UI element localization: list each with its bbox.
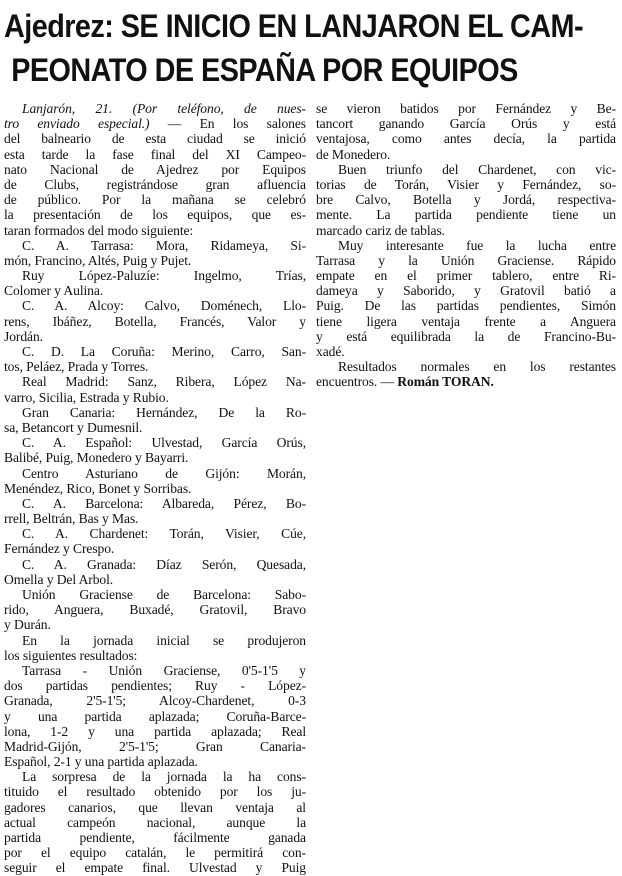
left-column-line [4,298,306,313]
body-text: món, Francino, Altés, Puig y Pujet. [4,252,192,268]
body-text: rido, Anguera, Buxadé, Gratovil, Bravo [4,602,306,618]
left-column-line [4,709,306,724]
body-text: Español, 2-1 y una partida aplazada. [4,754,198,770]
left-column-line [4,283,306,298]
body-text: rens, Ibáñez, Botella, Francés, Valor y [4,313,306,329]
body-text: Puig. De las partidas pendientes, Simón [316,298,616,314]
body-text: empate en el primer tablero, entre Ri- [316,268,616,284]
left-column-line [4,572,306,587]
body-text: C. A. Alcoy: Calvo, Doménech, Llo- [22,298,306,314]
body-text: gadores canarios, que llevan ventaja al [4,799,306,815]
body-text: rrell, Beltrán, Bas y Mas. [4,511,139,527]
right-column-line [316,177,616,192]
left-column-line [4,390,306,405]
body-text: Madrid-Gijón, 2'5-1'5; Gran Canaria- [4,738,306,754]
body-text: Buen triunfo del Chardenet, con vic- [338,161,616,177]
body-text: C. A. Tarrasa: Mora, Ridameya, Si- [22,237,306,253]
body-text: Balibé, Puig, Monedero y Bayarri. [4,450,189,466]
byline: Román TORAN. [397,374,494,390]
right-column-line [316,131,616,146]
body-text: la presentación de los equipos, que es- [4,207,306,223]
body-text: Unión Graciense de Barcelona: Sabo- [22,587,306,602]
body-text: marcado cariz de tablas. [316,222,445,238]
left-column-line [4,420,306,435]
body-text: y está equilibrada la de Francino-Bu- [316,328,616,344]
left-column-line [4,769,306,784]
left-column-line [4,754,306,769]
body-text: y Durán. [4,617,51,633]
left-column-line [4,648,306,663]
left-column-line [4,101,306,116]
left-column [4,101,306,876]
left-column-line [4,192,306,207]
body-text: tancort ganando García Orús y está [316,116,616,132]
body-text: dos partidas pendientes; Ruy - López- [4,678,306,694]
body-text: En la jornada inicial se produjeron [22,632,306,648]
headline-line-1: Ajedrez: SE INICIO EN LANJARON EL CAM- [4,8,584,44]
body-text: C. A. Chardenet: Torán, Visier, Cúe, [22,526,306,542]
body-text: seguir el empate final. Ulvestad y Puig [4,860,306,876]
body-text: y una partida aplazada; Coruña-Barce- [4,708,306,724]
body-text: Muy interesante fue la lucha entre [338,237,616,253]
left-column-line [4,739,306,754]
body-text: bre Calvo, Botella y Jordá, respectiva- [316,192,616,208]
left-column-line [4,435,306,450]
body-text: de Monedero. [316,146,391,162]
body-text: tituido el resultado obtenido por los ju- [4,784,306,800]
left-column-line [4,633,306,648]
left-column-line [4,450,306,465]
left-column-line [4,223,306,238]
left-column-line [4,860,306,875]
left-column-line [4,344,306,359]
body-text: de Clubs, registrándose gran afluencia [4,176,306,192]
dateline-text: tro enviado especial.) [4,116,150,132]
right-column-line [316,283,616,298]
left-column-line [4,815,306,830]
left-column-line [4,162,306,177]
right-column-line [316,162,616,177]
body-text: Jordán. [4,328,43,344]
left-column-line [4,678,306,693]
left-column-line [4,405,306,420]
body-text: nato Nacional de Ajedrez por Equipos [4,161,306,177]
body-text: Colomer y Aulina. [4,283,104,299]
body-text: Tarrasa - Unión Graciense, 0'5-1'5 y [22,662,306,678]
body-text: La sorpresa de la jornada la ha cons- [22,769,306,785]
body-text: lona, 1-2 y una partida aplazada; Real [4,723,306,739]
left-column-line [4,800,306,815]
left-column-line [4,784,306,799]
right-column-line [316,223,616,238]
left-column-line [4,116,306,131]
left-column-line [4,359,306,374]
body-text: ventajosa, como antes decía, la partida [316,131,616,147]
body-text: mente. La partida pendiente tiene un [316,207,616,223]
body-text: Menéndez, Rico, Bonet y Sorribas. [4,480,192,496]
left-column-line [4,496,306,511]
right-column-line [316,192,616,207]
left-column-line [4,481,306,496]
right-column-line [316,374,616,389]
body-text: Real Madrid: Sanz, Ribera, López Na- [22,374,306,390]
right-column-line [316,268,616,283]
body-text: Ruy López-Paluzíe: Ingelmo, Trías, [22,268,306,284]
body-text: torias de Torán, Visier y Fernández, so- [316,176,616,192]
body-text: Granada, 2'5-1'5; Alcoy-Chardenet, 0-3 [4,693,306,709]
headline-line-2: PEONATO DE ESPAÑA POR EQUIPOS [11,52,518,88]
body-text: dameya y Saborido, y Gratovil batió a [316,283,616,299]
right-column-line [316,329,616,344]
left-column-line [4,177,306,192]
body-text: — En los salones [149,116,306,132]
body-text: del balneario de esta ciudad se inició [4,131,306,147]
body-text: sa, Betancort y Dumesnil. [4,419,143,435]
left-column-line [4,557,306,572]
left-column-line [4,526,306,541]
left-column-line [4,207,306,222]
left-column-line [4,541,306,556]
body-text: varro, Sicilia, Estrada y Rubio. [4,389,169,405]
body-text: C. A. Español: Ulvestad, García Orús, [22,435,306,451]
right-column-line [316,116,616,131]
left-column-line [4,253,306,268]
body-text: xadé. [316,344,345,359]
left-column-line [4,268,306,283]
right-column [316,101,616,390]
left-column-line [4,131,306,146]
body-text: Fernández y Crespo. [4,541,115,557]
body-text: C. D. La Coruña: Merino, Carro, San- [22,344,306,359]
right-column-line [316,101,616,116]
body-text: encuentros. — [316,374,398,390]
right-column-line [316,359,616,374]
left-column-line [4,617,306,632]
body-text: se vieron batidos por Fernández y Be- [316,101,616,116]
body-text: de público. Por la mañana se celebró [4,192,306,208]
body-text: partida pendiente, fácilmente ganada [4,830,306,845]
body-text: Omella y Del Arbol. [4,571,114,587]
left-column-line [4,511,306,526]
headline [4,4,584,92]
body-text: taran formados del modo siguiente: [4,222,194,238]
right-column-line [316,298,616,313]
body-text: Tarrasa y la Unión Graciense. Rápido [316,252,616,268]
left-column-line [4,693,306,708]
left-column-line [4,845,306,860]
body-text: por el equipo catalán, le permitirá con- [4,845,306,861]
dateline-text: Lanjarón, 21. (Por teléfono, de nues- [22,101,306,116]
body-text: los siguientes resultados: [4,647,138,663]
right-column-line [316,253,616,268]
body-text: C. A. Granada: Díaz Serón, Quesada, [22,556,306,572]
right-column-line [316,344,616,359]
left-column-line [4,329,306,344]
right-column-line [316,207,616,222]
left-column-line [4,238,306,253]
body-text: tiene ligera ventaja frente a Anguera [316,313,616,329]
right-column-line [316,147,616,162]
left-column-line [4,147,306,162]
left-column-line [4,830,306,845]
body-text: esta tarde la fase final del XI Campeo- [4,146,306,162]
body-text: tos, Peláez, Prada y Torres. [4,359,149,375]
left-column-line [4,724,306,739]
left-column-line [4,314,306,329]
body-text: C. A. Barcelona: Albareda, Pérez, Bo- [22,495,306,511]
left-column-line [4,602,306,617]
body-text: actual campeón nacional, aunque la [4,814,306,830]
body-text: Resultados normales en los restantes [338,359,616,375]
left-column-line [4,466,306,481]
left-column-line [4,374,306,389]
left-column-line [4,663,306,678]
body-text: Centro Asturiano de Gijón: Morán, [22,465,306,481]
right-column-line [316,238,616,253]
left-column-line [4,587,306,602]
right-column-line [316,314,616,329]
body-text: Gran Canaria: Hernández, De la Ro- [22,404,306,420]
